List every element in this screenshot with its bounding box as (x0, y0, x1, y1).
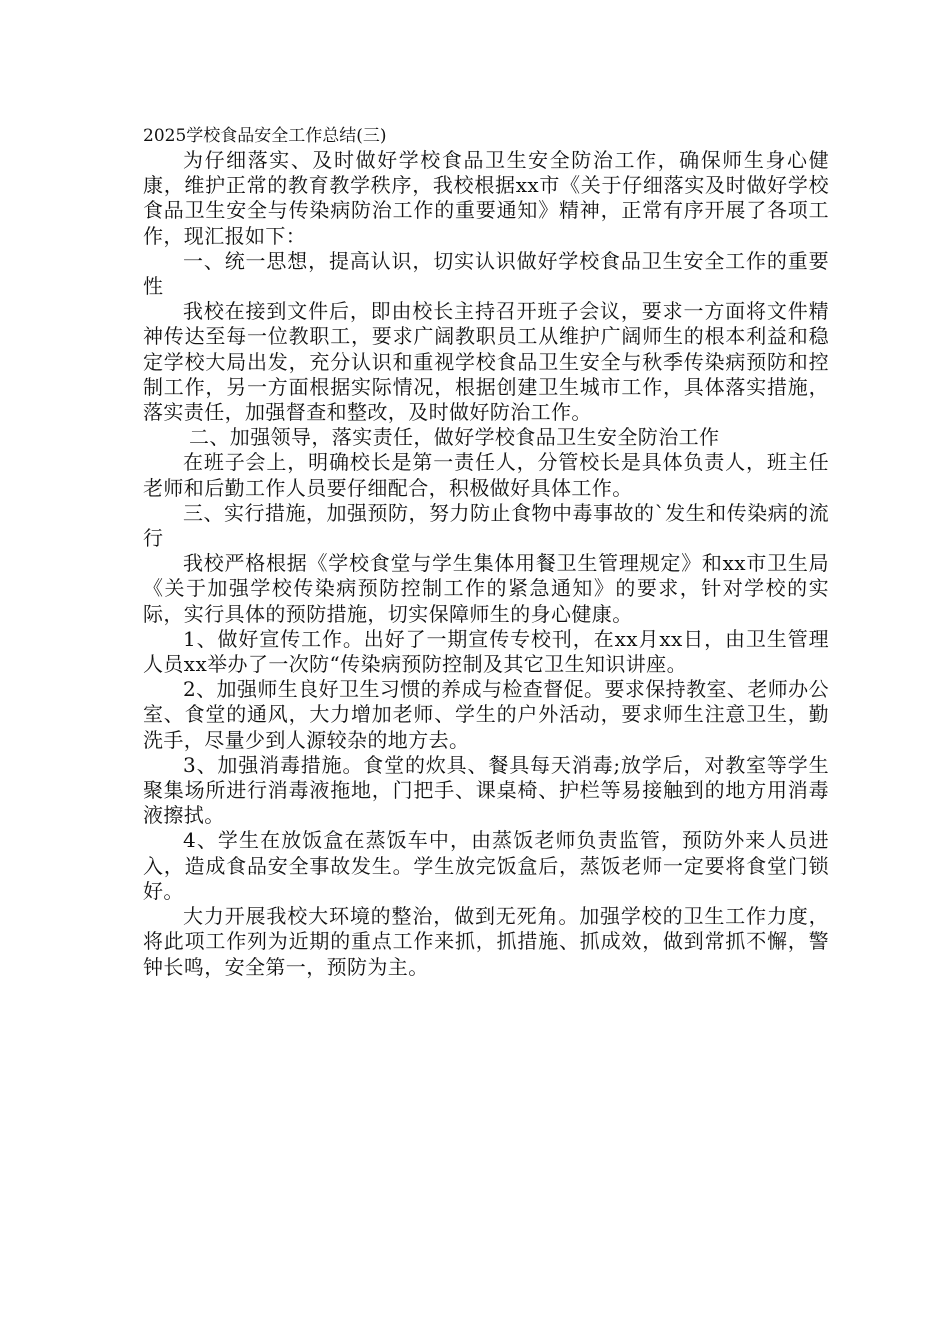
section-heading-1: 一、统一思想，提高认识，切实认识做好学校食品卫生安全工作的重要性 (143, 248, 829, 299)
list-item-4: 4、学生在放饭盒在蒸饭车中，由蒸饭老师负责监管，预防外来人员进入，造成食品安全事故发生。学生放完饭盒后，蒸饭老师一定要将食堂门锁好。 (143, 828, 829, 903)
paragraph-conclusion: 大力开展我校大环境的整治，做到无死角。加强学校的卫生工作力度，将此项工作列为近期的重点工作来抓，抓措施、抓成效，做到常抓不懈，警钟长鸣，安全第一，预防为主。 (143, 904, 829, 979)
list-item-2: 2、加强师生良好卫生习惯的养成与检查督促。要求保持教室、老师办公室、食堂的通风，大力增加老师、学生的户外活动，要求师生注意卫生，勤洗手，尽量少到人源较杂的地方去。 (143, 677, 829, 752)
section-heading-2: 二、加强领导，落实责任，做好学校食品卫生安全防治工作 (189, 425, 720, 450)
paragraph-section-2: 在班子会上，明确校长是第一责任人，分管校长是具体负责人，班主任老师和后勤工作人员要仔细配合，积极做好具体工作。 (143, 450, 829, 500)
list-item-1: 1、做好宣传工作。出好了一期宣传专校刊，在xx月xx日，由卫生管理人员xx举办了一次防“传染病预防控制及其它卫生知识讲座。 (143, 626, 829, 677)
section-heading-3: 三、实行措施，加强预防，努力防止食物中毒事故的`发生和传染病的流行 (143, 500, 829, 551)
paragraph-section-3: 我校严格根据《学校食堂与学生集体用餐卫生管理规定》和xx市卫生局《关于加强学校传染病预防控制工作的紧急通知》的要求，针对学校的实际，实行具体的预防措施，切实保障师生的身心健康。 (143, 551, 829, 626)
paragraph-intro: 为仔细落实、及时做好学校食品卫生安全防治工作，确保师生身心健康，维护正常的教育教学秩序，我校根据xx市《关于仔细落实及时做好学校食品卫生安全与传染病防治工作的重要通知》精神，正常有序开展了各项工作，现汇报如下： (143, 148, 829, 248)
list-item-3: 3、加强消毒措施。食堂的炊具、餐具每天消毒;放学后，对教室等学生聚集场所进行消毒液拖地，门把手、课桌椅、护栏等易接触到的地方用消毒液擦拭。 (143, 752, 829, 828)
document-page (143, 124, 829, 980)
document-title: 2025学校食品安全工作总结(三) (143, 126, 387, 146)
paragraph-section-1: 我校在接到文件后，即由校长主持召开班子会议，要求一方面将文件精神传达至每一位教职工，要求广阔教职员工从维护广阔师生的根本利益和稳定学校大局出发，充分认识和重视学校食品卫生安全与秋季传染病预防和控制工作，另一方面根据实际情况，根据创建卫生城市工作，具体落实措施，落实责任，加强督查和整改，及时做好防治工作。 (143, 299, 829, 425)
